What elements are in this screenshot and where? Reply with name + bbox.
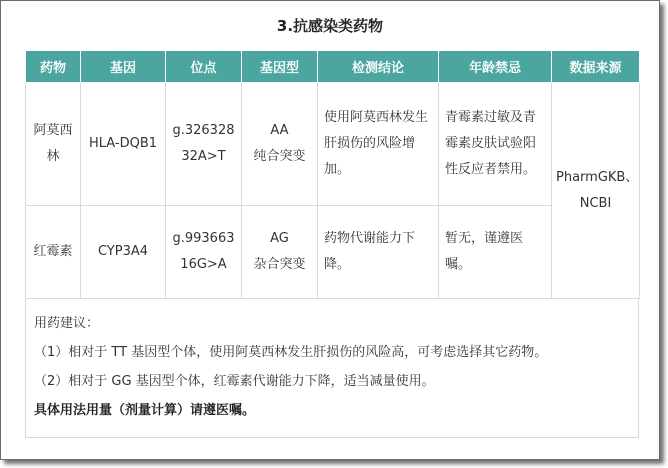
cell-drug: 阿莫西林	[26, 83, 81, 206]
section-title: 3.抗感染类药物	[276, 17, 384, 35]
header-drug: 药物	[26, 51, 81, 83]
genotype-value: AA	[270, 123, 289, 138]
cell-conclusion: 使用阿莫西林发生肝损伤的风险增加。	[318, 83, 439, 206]
advice-note: 具体用法用量（剂量计算）请遵医嘱。	[34, 403, 256, 418]
cell-drug: 红霉素	[26, 206, 81, 299]
header-site: 位点	[166, 51, 242, 83]
header-genotype: 基因型	[242, 51, 318, 83]
genotype-value: AG	[270, 231, 289, 246]
medication-advice	[25, 299, 639, 438]
table-header-row	[26, 51, 640, 83]
advice-line-2: （2）相对于 GG 基因型个体，红霉素代谢能力下降，适当减量使用。	[34, 374, 435, 389]
table-row	[26, 206, 640, 299]
drug-table	[25, 50, 640, 299]
cell-genotype	[242, 206, 318, 299]
advice-line-1: （1）相对于 TT 基因型个体，使用阿莫西林发生肝损伤的风险高，可考虑选择其它药物。	[34, 345, 548, 360]
genotype-type: 纯合突变	[253, 149, 306, 164]
cell-source: PharmGKB、NCBI	[552, 83, 640, 299]
cell-genotype	[242, 83, 318, 206]
drug-table-wrapper	[25, 50, 639, 438]
table-row	[26, 83, 640, 206]
header-contraindication: 年龄禁忌	[439, 51, 552, 83]
cell-gene: HLA-DQB1	[81, 83, 166, 206]
header-gene: 基因	[81, 51, 166, 83]
cell-site: g.99366316G>A	[166, 206, 242, 299]
header-source: 数据来源	[552, 51, 640, 83]
advice-heading: 用药建议：	[34, 316, 100, 331]
header-conclusion: 检测结论	[318, 51, 439, 83]
cell-conclusion: 药物代谢能力下降。	[318, 206, 439, 299]
cell-gene: CYP3A4	[81, 206, 166, 299]
cell-contraindication: 暂无，谨遵医嘱。	[439, 206, 552, 299]
cell-contraindication: 青霉素过敏及青霉素皮肤试验阳性反应者禁用。	[439, 83, 552, 206]
cell-site: g.32632832A>T	[166, 83, 242, 206]
genotype-type: 杂合突变	[253, 257, 306, 272]
